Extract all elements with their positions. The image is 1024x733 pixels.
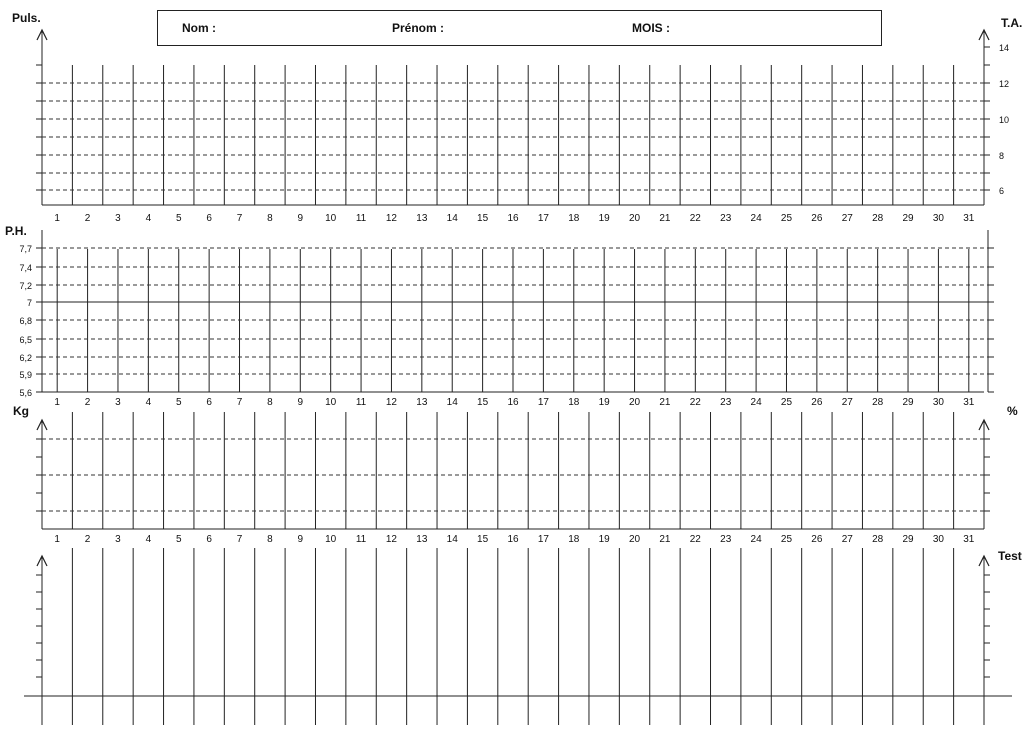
- day-label: 30: [932, 534, 944, 545]
- day-label: 13: [416, 534, 428, 545]
- day-label: 21: [659, 534, 671, 545]
- day-label: 15: [477, 213, 489, 224]
- day-label: 30: [932, 213, 944, 224]
- day-label: 4: [145, 534, 152, 545]
- day-label: 27: [841, 534, 853, 545]
- day-label: 13: [416, 397, 428, 408]
- prenom-label: Prénom :: [392, 21, 445, 35]
- day-label: 31: [963, 213, 975, 224]
- day-label: 24: [750, 397, 762, 408]
- ph-tick-label: 5,9: [19, 370, 32, 380]
- ph-tick-label: 5,6: [19, 388, 32, 398]
- day-label: 4: [145, 397, 152, 408]
- day-label: 7: [236, 213, 243, 224]
- day-label: 22: [689, 213, 701, 224]
- mois-label: MOIS :: [632, 21, 670, 35]
- ta-tick-label: 12: [999, 79, 1010, 89]
- day-label: 31: [963, 397, 975, 408]
- ph-tick-label: 6,2: [19, 353, 32, 363]
- day-label: 2: [84, 397, 91, 408]
- day-label: 23: [720, 213, 732, 224]
- day-label: 1: [54, 534, 60, 545]
- day-label: 19: [598, 397, 610, 408]
- day-label: 2: [84, 534, 91, 545]
- day-label: 20: [628, 534, 641, 545]
- day-label: 22: [689, 397, 701, 408]
- ph-tick-label: 7,4: [19, 263, 32, 273]
- day-label: 13: [416, 213, 428, 224]
- day-label: 28: [872, 213, 884, 224]
- day-label: 20: [628, 397, 641, 408]
- day-label: 23: [720, 397, 732, 408]
- day-label: 17: [537, 397, 549, 408]
- day-label: 6: [206, 534, 212, 545]
- day-label: 22: [689, 534, 701, 545]
- day-label: 14: [446, 534, 458, 545]
- day-label: 4: [145, 213, 152, 224]
- day-label: 30: [932, 397, 944, 408]
- test-axis-title: Test: [998, 549, 1022, 563]
- day-label: 29: [902, 397, 914, 408]
- day-label: 6: [206, 397, 212, 408]
- day-label: 2: [84, 213, 91, 224]
- day-label: 21: [659, 213, 671, 224]
- ph-tick-label: 7,2: [19, 281, 32, 291]
- day-label: 3: [115, 534, 121, 545]
- day-label: 10: [325, 213, 337, 224]
- day-label: 10: [325, 397, 337, 408]
- day-label: 17: [537, 213, 549, 224]
- day-label: 12: [385, 213, 398, 224]
- day-label: 6: [206, 213, 212, 224]
- day-label: 1: [54, 397, 60, 408]
- day-label: 9: [297, 534, 304, 545]
- day-label: 23: [720, 534, 732, 545]
- day-label: 16: [507, 534, 519, 545]
- day-label: 29: [902, 534, 914, 545]
- kg-axis-title: Kg: [13, 404, 29, 418]
- day-label: 17: [537, 534, 549, 545]
- ph-axis-title: P.H.: [5, 224, 27, 238]
- day-label: 21: [659, 397, 671, 408]
- day-label: 26: [811, 213, 823, 224]
- percent-axis-title: %: [1007, 404, 1018, 418]
- day-label: 31: [963, 534, 975, 545]
- day-label: 19: [598, 213, 610, 224]
- day-label: 11: [355, 213, 367, 224]
- day-label: 5: [175, 397, 182, 408]
- day-label: 10: [325, 534, 337, 545]
- ta-tick-label: 8: [999, 151, 1005, 161]
- day-label: 15: [477, 397, 489, 408]
- day-label: 18: [568, 397, 580, 408]
- day-label: 5: [175, 534, 182, 545]
- day-label: 29: [902, 213, 914, 224]
- nom-label: Nom :: [182, 21, 216, 35]
- day-label: 27: [841, 213, 853, 224]
- ph-tick-label: 7: [26, 298, 32, 308]
- day-label: 25: [780, 534, 793, 545]
- day-label: 25: [780, 213, 793, 224]
- day-label: 26: [811, 397, 823, 408]
- ta-tick-label: 14: [999, 43, 1010, 53]
- day-label: 8: [267, 213, 273, 224]
- day-label: 9: [297, 213, 304, 224]
- day-label: 14: [446, 213, 458, 224]
- day-label: 16: [507, 397, 519, 408]
- day-label: 25: [780, 397, 793, 408]
- day-label: 11: [355, 534, 367, 545]
- day-label: 3: [115, 397, 121, 408]
- day-label: 24: [750, 213, 762, 224]
- day-label: 19: [598, 534, 610, 545]
- day-label: 24: [750, 534, 762, 545]
- day-label: 18: [568, 534, 580, 545]
- day-label: 14: [446, 397, 458, 408]
- day-label: 7: [236, 397, 243, 408]
- day-label: 5: [175, 213, 182, 224]
- ta-tick-label: 10: [999, 115, 1010, 125]
- day-label: 1: [54, 213, 60, 224]
- ta-tick-label: 6: [999, 186, 1005, 196]
- pulse-axis-title: Puls.: [12, 11, 41, 25]
- ph-tick-label: 6,8: [19, 316, 32, 326]
- ta-axis-title: T.A.: [1001, 16, 1023, 30]
- day-label: 12: [385, 534, 398, 545]
- day-label: 7: [236, 534, 243, 545]
- day-label: 16: [507, 213, 519, 224]
- day-label: 28: [872, 397, 884, 408]
- ph-tick-label: 7,7: [19, 244, 32, 254]
- day-label: 3: [115, 213, 121, 224]
- day-label: 8: [267, 397, 273, 408]
- day-label: 8: [267, 534, 273, 545]
- day-label: 11: [355, 397, 367, 408]
- day-label: 12: [385, 397, 398, 408]
- ph-tick-label: 6,5: [19, 335, 32, 345]
- day-label: 20: [628, 213, 641, 224]
- day-label: 27: [841, 397, 853, 408]
- day-label: 18: [568, 213, 580, 224]
- day-label: 15: [477, 534, 489, 545]
- day-label: 9: [297, 397, 304, 408]
- day-label: 26: [811, 534, 823, 545]
- day-label: 28: [872, 534, 884, 545]
